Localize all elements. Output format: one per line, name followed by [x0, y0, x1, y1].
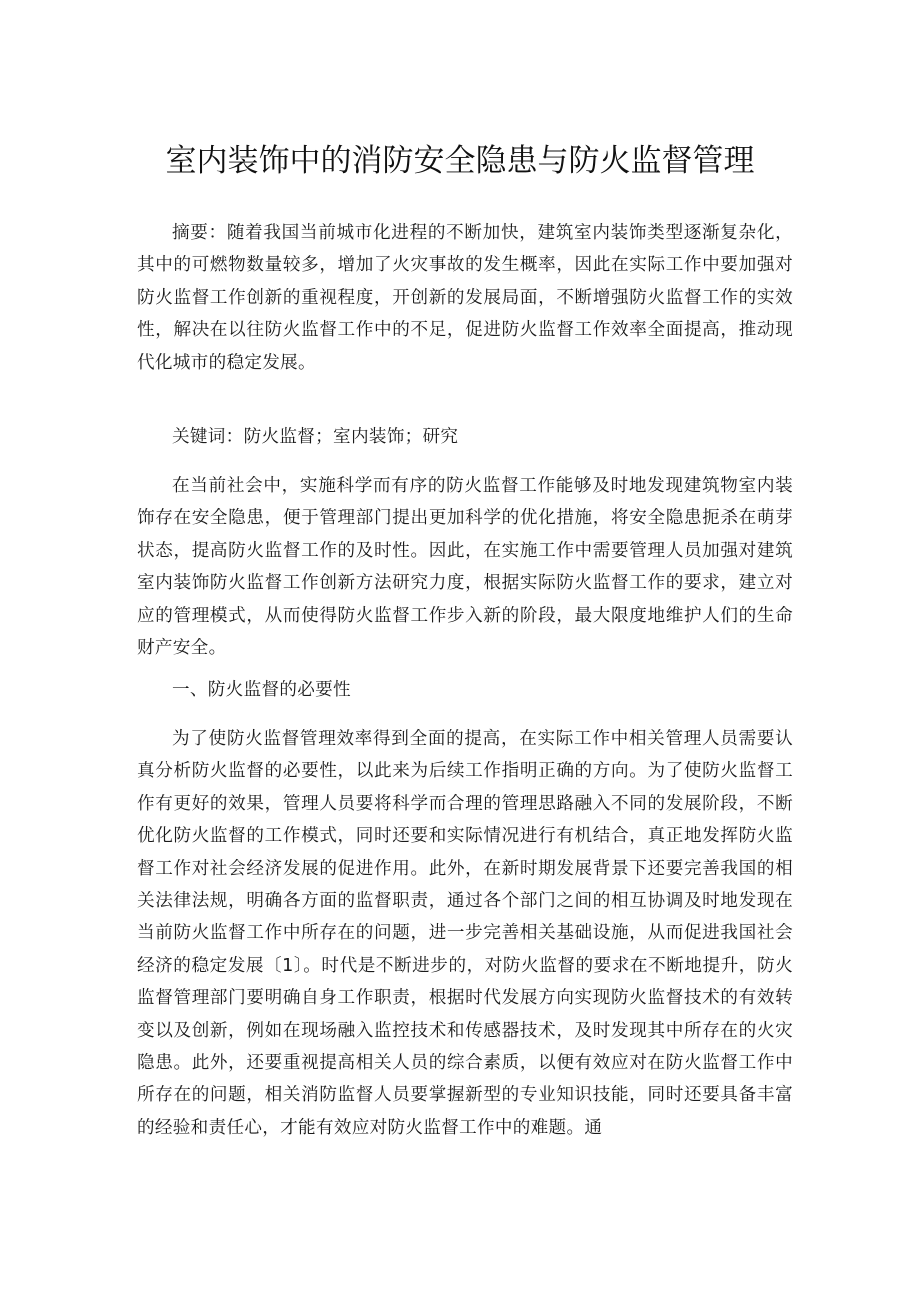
document-title: 室内装饰中的消防安全隐患与防火监督管理	[165, 143, 755, 179]
abstract-paragraph: 摘要：随着我国当前城市化进程的不断加快，建筑室内装饰类型逐渐复杂化，其中的可燃物数量较多，增加了火灾事故的发生概率，因此在实际工作中要加强对防火监督工作创新的重视程度，开创新的发展局面，不断增强防火监督工作的实效性，解决在以往防火监督工作中的不足，促进防火监督工作效率全面提高，推动现代化城市的稳定发展。	[137, 223, 793, 373]
keywords-line: 关键词：防火监督；室内装饰；研究	[172, 427, 459, 447]
section-paragraph: 为了使防火监督管理效率得到全面的提高，在实际工作中相关管理人员需要认真分析防火监督的必要性，以此来为后续工作指明正确的方向。为了使防火监督工作有更好的效果，管理人员要将科学而合理的管理思路融入不同的发展阶段，不断优化防火监督的工作模式，同时还要和实际情况进行有机结合，真正地发挥防火监督工作对社会经济发展的促进作用。此外，在新时期发展背景下还要完善我国的相关法律法规，明确各方面的监督职责，通过各个部门之间的相互协调及时地发现在当前防火监督工作中所存在的问题，进一步完善相关基础设施，从而促进我国社会经济的稳定发展〔1〕。时代是不断进步的，对防火监督的要求在不断地提升，防火监督管理部门要明确自身工作职责，根据时代发展方向实现防火监督技术的有效转变以及创新，例如在现场融入监控技术和传感器技术，及时发现其中所存在的火灾隐患。此外，还要重视提高相关人员的综合素质，以便有效应对在防火监督工作中所存在的问题，相关消防监督人员要掌握新型的专业知识技能，同时还要具备丰富的经验和责任心，才能有效应对防火监督工作中的难题。通	[137, 729, 793, 1138]
section-heading: 一、防火监督的必要性	[172, 680, 351, 700]
intro-paragraph: 在当前社会中，实施科学而有序的防火监督工作能够及时地发现建筑物室内装饰存在安全隐患，便于管理部门提出更加科学的优化措施，将安全隐患扼杀在萌芽状态，提高防火监督工作的及时性。因此，在实施工作中需要管理人员加强对建筑室内装饰防火监督工作创新方法研究力度，根据实际防火监督工作的要求，建立对应的管理模式，从而使得防火监督工作步入新的阶段，最大限度地维护人们的生命财产安全。	[137, 476, 793, 659]
